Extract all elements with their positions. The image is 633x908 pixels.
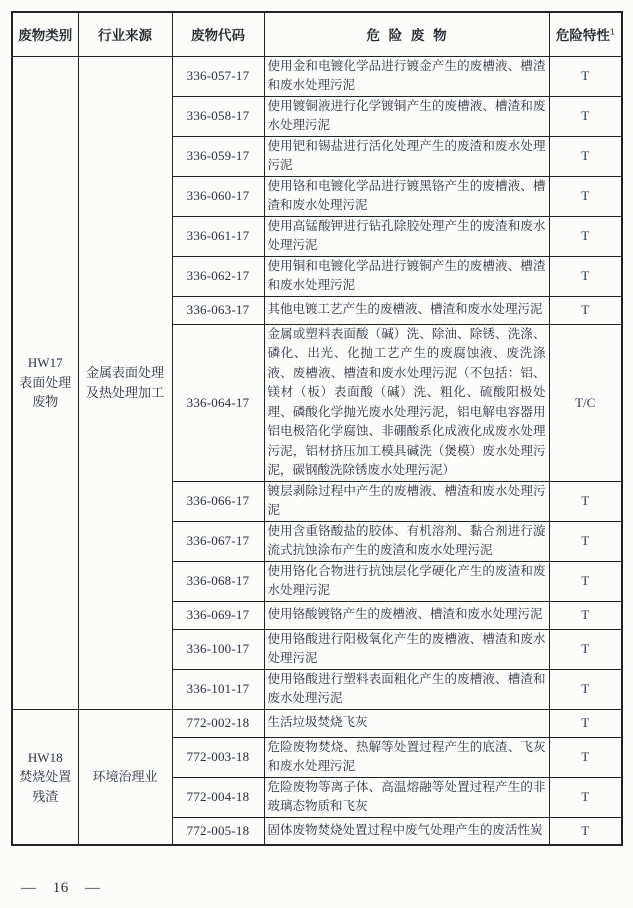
hazardous-waste-description-cell: 使用金和电镀化学品进行镀金产生的废槽液、槽渣和废水处理污泥 [264, 56, 549, 96]
hazard-trait-cell: T [549, 669, 622, 709]
hazardous-waste-description-cell: 使用高锰酸钾进行钻孔除胶处理产生的废渣和废水处理污泥 [264, 216, 549, 256]
header-waste-code: 废物代码 [172, 12, 264, 56]
hazardous-waste-description-cell: 使用钯和锡盐进行活化处理产生的废渣和废水处理污泥 [264, 136, 549, 176]
waste-category-cell-line: HW18 [27, 749, 63, 765]
hazardous-waste-description-cell: 生活垃圾焚烧飞灰 [264, 709, 549, 737]
hazardous-waste-description-cell: 危险废物焚烧、热解等处置过程产生的底渣、飞灰和废水处理污泥 [264, 737, 549, 777]
hazardous-waste-description-cell: 使用铬和电镀化学品进行镀黑铬产生的废槽液、槽渣和废水处理污泥 [264, 176, 549, 216]
hazardous-waste-description-cell: 镀层剥除过程中产生的废槽液、槽渣和废水处理污泥 [264, 481, 549, 521]
waste-category-cell-line: HW17 [27, 355, 63, 371]
hazard-trait-cell: T [549, 216, 622, 256]
industry-source-cell-line: 金属表面处理 [85, 365, 164, 380]
hazard-trait-cell: T [549, 709, 622, 737]
hazardous-waste-description-cell: 使用铬酸镀铬产生的废槽液、槽渣和废水处理污泥 [264, 601, 549, 629]
waste-code-cell: 336-057-17 [172, 56, 264, 96]
waste-code-cell: 336-068-17 [172, 561, 264, 601]
table-row [12, 56, 622, 96]
hazard-trait-cell: T [549, 561, 622, 601]
waste-category-cell-line: 废物 [32, 394, 59, 410]
waste-category-cell-line: 焚烧处置 [19, 769, 72, 784]
waste-code-cell: 336-059-17 [172, 136, 264, 176]
waste-code-cell: 336-063-17 [172, 296, 264, 324]
table-header [12, 12, 622, 56]
header-industry-source: 行业来源 [78, 12, 172, 56]
hazardous-waste-description-cell: 固体废物焚烧处置过程中废气处理产生的废活性炭 [264, 817, 549, 845]
hazardous-waste-description-cell: 使用镀铜液进行化学镀铜产生的废槽液、槽渣和废水处理污泥 [264, 96, 549, 136]
hazardous-waste-description-cell: 其他电镀工艺产生的废槽液、槽渣和废水处理污泥 [264, 296, 549, 324]
hazard-trait-cell: T [549, 601, 622, 629]
hazardous-waste-description-cell: 使用铬化合物进行抗蚀层化学硬化产生的废渣和废水处理污泥 [264, 561, 549, 601]
hazard-trait-cell: T [549, 56, 622, 96]
waste-code-cell: 336-058-17 [172, 96, 264, 136]
waste-code-cell: 772-004-18 [172, 777, 264, 817]
table-row [12, 709, 622, 737]
page-number: — 16 — [21, 880, 101, 896]
waste-code-cell: 336-060-17 [172, 176, 264, 216]
hazardous-waste-description-cell: 危险废物等离子体、高温熔融等处置过程产生的非玻璃态物质和飞灰 [264, 777, 549, 817]
hazardous-waste-description-cell: 使用铬酸进行阳极氧化产生的废槽液、槽渣和废水处理污泥 [264, 629, 549, 669]
hazard-trait-cell: T [549, 256, 622, 296]
hazard-trait-cell: T/C [549, 324, 622, 481]
hazard-trait-cell: T [549, 737, 622, 777]
hazard-trait-cell: T [549, 296, 622, 324]
waste-category-cell [12, 709, 78, 845]
industry-source-cell [78, 56, 172, 709]
header-waste-category: 废物类别 [12, 12, 78, 56]
header-hazardous-waste: 危 险 废 物 [264, 12, 549, 56]
waste-category-cell-line: 表面处理 [19, 374, 72, 390]
waste-code-cell: 336-061-17 [172, 216, 264, 256]
industry-source-cell-line: 环境治理业 [92, 769, 158, 784]
hazardous-waste-table [11, 11, 623, 846]
table-body [12, 56, 622, 845]
waste-code-cell: 772-003-18 [172, 737, 264, 777]
waste-code-cell: 336-066-17 [172, 481, 264, 521]
header-row [12, 12, 622, 56]
hazard-trait-cell: T [549, 521, 622, 561]
header-footnote-superscript: 1 [609, 26, 615, 37]
hazard-trait-cell: T [549, 96, 622, 136]
hazardous-waste-description-cell: 使用铜和电镀化学品进行镀铜产生的废槽液、槽渣和废水处理污泥 [264, 256, 549, 296]
waste-code-cell: 336-067-17 [172, 521, 264, 561]
hazard-trait-cell: T [549, 629, 622, 669]
hazard-trait-cell: T [549, 136, 622, 176]
hazardous-waste-description-cell: 使用铬酸进行塑料表面粗化产生的废槽液、槽渣和废水处理污泥 [264, 669, 549, 709]
header-hazard-trait-label: 危险特性 [555, 28, 610, 44]
hazard-trait-cell: T [549, 481, 622, 521]
hazard-trait-cell: T [549, 176, 622, 216]
waste-code-cell: 772-002-18 [172, 709, 264, 737]
hazardous-waste-description-cell: 金属或塑料表面酸（碱）洗、除油、除锈、洗涤、磷化、出光、化抛工艺产生的废腐蚀液、废洗涤液、废槽液、槽渣和废水处理污泥（不包括：铝、镁材（板）表面酸（碱）洗、粗化、硫酸阳极处理、磷酸化学抛光废水处理污泥，铝电解电容器用铝电极箔化学腐蚀、非硼酸系化成液化成废水处理污泥，铝材挤压加工模具碱洗（煲模）废水处理污泥，碳钢酸洗除锈废水处理污泥） [264, 324, 549, 481]
hazard-trait-cell: T [549, 817, 622, 845]
industry-source-cell [78, 709, 172, 845]
waste-code-cell: 336-064-17 [172, 324, 264, 481]
industry-source-cell-line: 及热处理加工 [85, 384, 164, 400]
waste-category-cell [12, 56, 78, 709]
waste-category-cell-line: 残渣 [32, 788, 59, 804]
hazard-trait-cell: T [549, 777, 622, 817]
waste-code-cell: 336-100-17 [172, 629, 264, 669]
waste-code-cell: 772-005-18 [172, 817, 264, 845]
waste-code-cell: 336-101-17 [172, 669, 264, 709]
hazardous-waste-description-cell: 使用含重铬酸盐的胶体、有机溶剂、黏合剂进行漩流式抗蚀涂布产生的废渣和废水处理污泥 [264, 521, 549, 561]
waste-code-cell: 336-069-17 [172, 601, 264, 629]
header-hazard-trait [549, 12, 622, 56]
waste-code-cell: 336-062-17 [172, 256, 264, 296]
